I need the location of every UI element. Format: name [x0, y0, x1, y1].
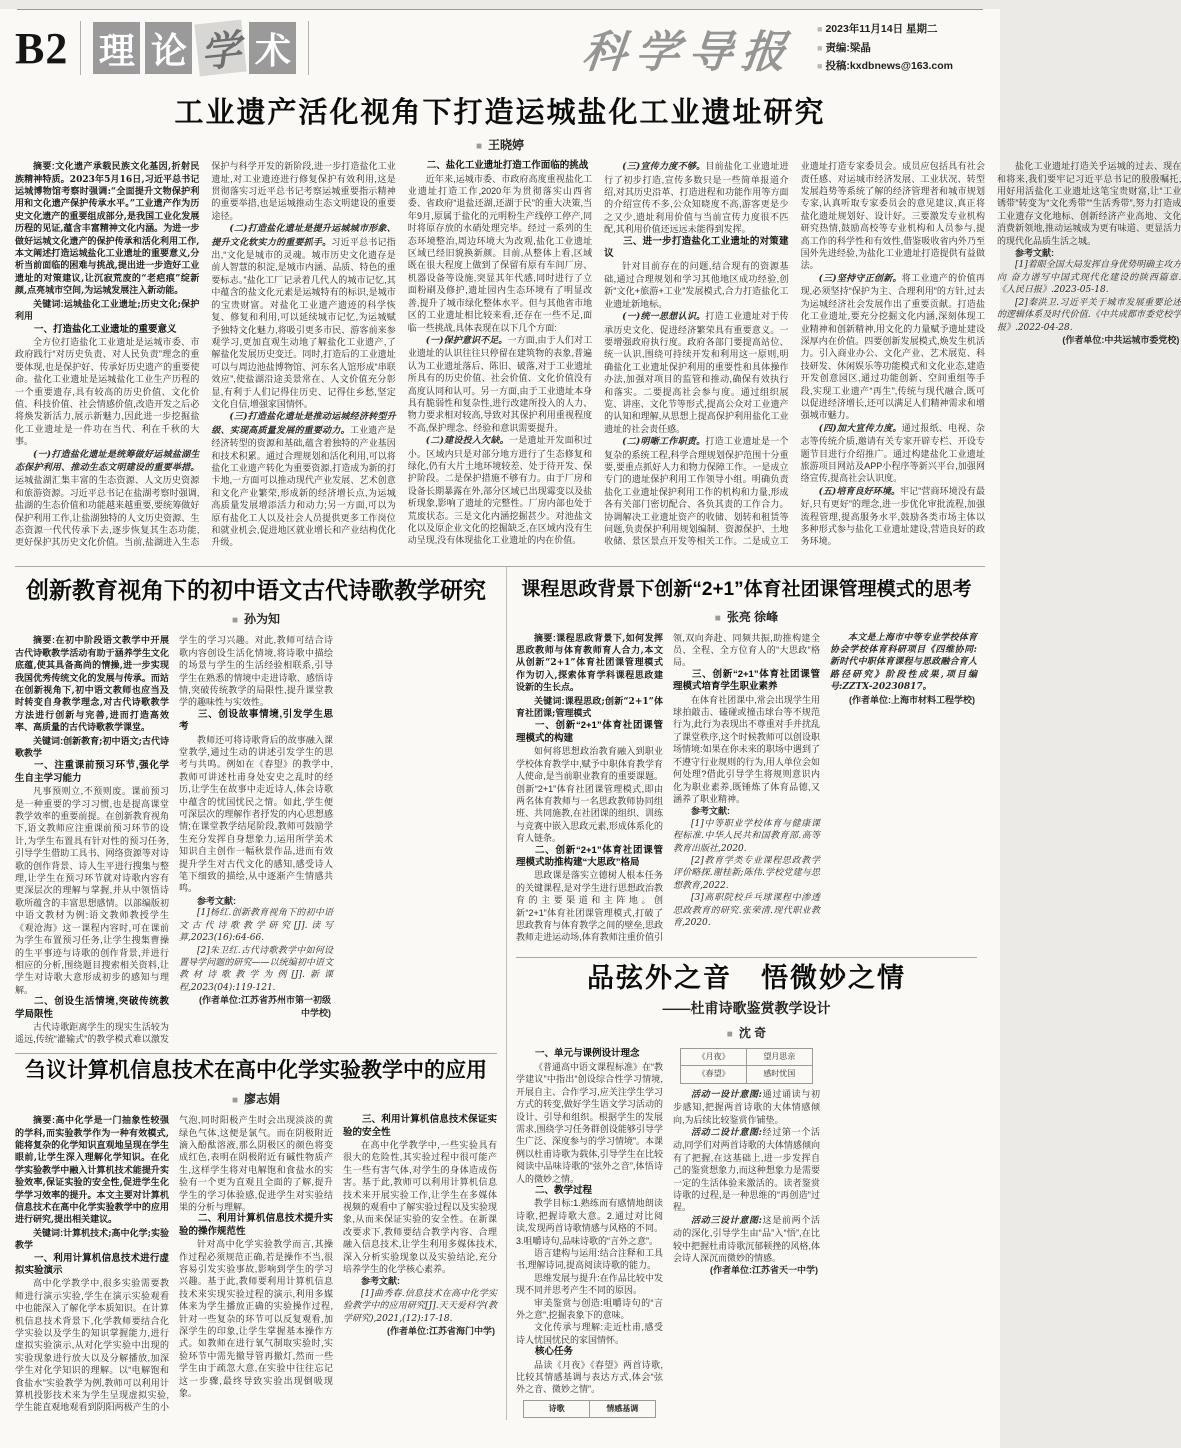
article-dufu-appreciation: [516, 957, 977, 1421]
lower-band: [15, 566, 985, 1420]
paragraph: (二)打造盐化遗址是提升运城城市形象、提升文化软实力的重要抓手。习近平总书记指出,“文化是城市的灵魂。城市历史文化遗存是前人智慧的积淀,是城市内涵、品质、特色的重要标志。”盐化工厂记录着几代人的城市记忆,其中蕴含的盐文化元素是运城特有的标识,是城市的宝贵财富。对盐化工业遗产遗迹的科学恢复、修复和利用,可以延续城市记忆,为运城赋予独特文化魅力,将吸引更多市民、游客前来参观学习,更加直观生动地了解盐化工业遗产,了解盐化发展历史变迁。同时,打造后的工业遗址可以与周边池盐博物馆、河东名人馆形成“串联效应”,使盐湖沿途美景常在、人文价值充分彰显,有利于人们记得住历史、记得住乡愁,坚定文化自信,增强家国情怀。: [211, 224, 396, 409]
square-bullet-icon: ■: [817, 24, 823, 35]
paragraph: (作者单位:江苏省海门中学): [387, 1326, 495, 1337]
date-line: [817, 20, 985, 38]
table-cell: 望月思亲: [746, 1048, 812, 1065]
article-5-byline: [516, 1024, 977, 1041]
submission-email: 投稿:kxdbnews@163.com: [825, 60, 953, 73]
date-text: 2023年11月14日 星期二: [825, 23, 938, 36]
paragraph: [1]中等职业学校体育与健康课程标准.中华人民共和国教育部.高等教育出版社,2020.: [673, 818, 820, 854]
section-tile: 理: [93, 22, 140, 74]
section-heading: 核心任务: [535, 1346, 574, 1358]
section-heading: 二、创设生活情境,突破传统教学局限性: [15, 996, 169, 1020]
section-heading: 一、打造盐化工业遗址的重要意义: [34, 323, 177, 335]
paragraph: (作者单位:江苏省苏州市第一初级中学校): [199, 995, 331, 1018]
paragraph: 高中化学教学中,很多实验需要教师进行演示实验,学生在演示实验观看中也能深入了解化学本质知识。在计算机信息技术背景下,化学教师要结合化学实验以及学生的知识掌握能力,进行虚拟实验演示,从对化学实验中出现的实验现象进行放大以及分解播放,加深学生对化学知识的理解。以“电解饱和食盐水”实验教学为例,教师可以利用计算机投影技术来为学生呈现虚拟实验,学生能直观地观看到阴阳两极产生的小气泡,同时阳极产生时会出现淡淡的黄绿色气体,这便是氯气。而在阴极附近滴入酚酞溶液,那么阴极区的颜色将变成红色,表明在阴极附近有碱性物质产生,这样学生将对电解饱和食盐水的实验有一个更为直观且全面的了解,提升学生的学习体验感,促进学生对实验结果的分析与理解。: [15, 1115, 333, 1413]
paragraph: 参考文献:: [197, 895, 236, 906]
article-4-title: 刍议计算机信息技术在高中化学实验教学中的应用: [25, 1059, 487, 1083]
paragraph: [1]曲秀春.信息技术在高中化学实验教学中的应用研究[J].天天爱科学(教学研究),2021,(12):17-18.: [343, 1288, 497, 1324]
paragraph: 凡事预则立,不预则废。课前预习是一种重要的学习习惯,也是提高课堂教学效率的重要前提。在创新教育视角下,语文教师应注重课前预习环节的设计,为学生布置具有针对性的预习任务,引导学生借助工具书、网络资源等对诗歌的创作背景、诗人生平进行搜集与整理,让学生在预习环节就对诗歌内容有更深层次的理解与掌握,并从中领悟诗歌所蕴含的丰富思想感情。以部编版初中语文教材为例:语文教师教授学生《观沧海》这一课程内容时,可在课前为学生布置预习任务,让学生搜集曹操的生平事迹与诗歌的创作背景,并进行相应的分析,围绕题目搜索相关资料,让学生对诗歌大意形成初步的感知与理解。: [15, 786, 169, 995]
paragraph: [2]秦洪卫.习近平关于城市发展重要论述的逻辑体系及时代价值.《中共成都市委党校学报》.2022-04-28.: [996, 297, 1181, 333]
section-heading: 二、创新“2+1”体育社团课管理模式助推构建“大思政”格局: [516, 844, 663, 868]
header-divider: [308, 21, 309, 75]
paragraph: (二)建设投入欠缺。一是遗址开发面积过小。区域内只是对部分地方进行了生态修复和绿化,仍有大片土地环境较差、处于待开发、保护阶段。二是保护措施不够有力。由于厂房和设备长期暴露在外,部分区域已出现霉变以及盐析现象,影响了遗址的完整性。厂房内部也处于荒废状态。三是文化内涵挖掘甚少。对池盐文化以及原企业文化的挖掘缺乏,在区域内没有生动呈现,没有体现盐化工业遗址的内在价值。: [407, 435, 593, 546]
paragraph: (五)培育良好环境。牢记“营商环境没有最好,只有更好”的理念,进一步优化审批流程,加强流程管理,提高服务水平,鼓励各类市场主体以多种形式参与盐化工业遗址建设,营造良好的政务环境。: [800, 485, 985, 547]
paragraph: 摘要:课程思政背景下,如何发挥思政教师与体育教师育人合力,本文从创新“2+1”体育社团课管理模式作为切入,探索体育学科课程思政建设新的生长点。: [516, 632, 664, 694]
paragraph: (一)保护意识不足。一方面,由于人们对工业遗址的认识往往只停留在建筑物的表象,普遍认为工业遗址落后、陈旧、破落,对于工业遗址所具有的历史价值、社会价值、文化价值没有高度认同和认可。另一方面,由于工业遗址本身具有脆弱性和复杂性,进行改建所投入的人力、物力要求相对较高,导致对其保护利用重视程度不高,保护理念、经验和意识需要提升。: [407, 334, 593, 433]
header-divider: [80, 21, 81, 75]
table-cell: 情感基调: [589, 1400, 655, 1417]
article-1-byline: [15, 136, 985, 153]
paragraph: 品读《月夜》《春望》两首诗歌,比较其情感基调与表达方式,体会“弦外之音、微妙之情”。: [516, 1359, 663, 1395]
author-name: 张亮 徐峰: [726, 609, 779, 624]
header-info: [817, 20, 985, 75]
section-heading: 二、教学过程: [535, 1184, 593, 1196]
paragraph: 教师还可将诗歌背后的故事融入课堂教学,通过生动的讲述引发学生的思考与共鸣。例如在《春望》的教学中,教师可讲述杜甫身处安史之乱时的经历,让学生在故事中走近诗人,体会诗歌中蕴含的忧国忧民之情。如此,学生便可深层次的理解作者抒发的内心思想感情;在课堂教学结尾阶段,教师可鼓励学生充分发挥自身想象力,运用所学美术知识自主创作一幅秋景作品,进而有效提升学生对古代文化的感知,感受诗人笔下细致的描绘,从中逐渐产生情感共鸣。: [179, 734, 333, 894]
paragraph: 关键词:运城盐化工业遗址;历史文化;保护利用: [15, 298, 200, 323]
section-heading: 三、创设故事情境,引发学生思考: [179, 708, 333, 733]
paragraph: (四)加大宣传力度。通过报纸、电视、杂志等传统介质,邀请有关专家开辟专栏、开设专题节目进行介绍推广。通过构建盐化工业遗址旅游项目网站及APP小程序等新兴平台,加强网络宣传,提高社会认识度。: [800, 422, 985, 484]
paragraph: (三)宣传力度不够。目前盐化工业遗址进行了初步打造,宣传多数只是一些简单报道介绍,对其历史沿革、打造进程和功能作用等方面的介绍宣传不多,公众知晓度不高,游客更是少之又少,遗址利用价值与当前宣传力度很不匹配,其利用价值还远远未能得到发挥。: [604, 161, 789, 235]
paragraph: 关键词:创新教育;初中语文;古代诗歌教学: [15, 735, 169, 759]
author-name: 廖志娟: [244, 1092, 281, 1107]
masthead-logo: 科学导报: [579, 27, 798, 78]
paragraph: 全方位打造盐化工业遗址是运城市委、市政府践行“对历史负责、对人民负责”理念的重要体现,也是保护好、传承好历史遗产的重要使命。盐化工业遗址是运城盐化工业生产历程的一个重要遗存,具有较高的历史价值、文化价值、科技价值、社会情感价值,改造开发之后必将焕发新活力,展示新魅力,因此进一步挖掘盐化工业遗址是一件功在当代、利在千秋的大事。: [15, 336, 200, 447]
paragraph: (三)坚持守正创新。将工业遗产的价值再现,必须坚持“保护为主、合理利用”的方针,过去为运城经济社会发展作出了重要贡献。打造盐化工业遗址,要充分挖掘文化内涵,深刻体现工业精神和创新精神,用文化的力量赋予遗址建设深厚内在价值。四要创新发展模式,焕发生机活力。引入商业办公、文化产业、艺术展览、科技研发、休闲娱乐等功能模式和文化业态,建造开发创意园区,通过功能创新、空间重组等手段,实现工业遗产“再生”,传统与现代融合,既可以促进经济增长,还可以满足人们精神需求和增强城市魅力。: [800, 272, 985, 421]
table-cell: 感时忧国: [746, 1066, 812, 1083]
paragraph: 摘要:高中化学是一门抽象性较强的学科,而实验教学作为一种有效模式,能将复杂的化学知识直观地呈现在学生眼前,让学生深入理解化学知识。在化学实验教学中融入计算机技术能提升实验效率,保证实验的安全性,促进学生化学学习效率的提升。本文主要对计算机信息技术在高中化学实验教学中的应用进行研究,提出相关建议。: [15, 1115, 169, 1226]
article-3-title: 课程思政背景下创新“2+1”体育社团课管理模式的思考: [521, 579, 972, 601]
paragraph: 针对高中化学实验教学而言,其操作过程必须规范正确,若是操作不当,很容易引发实验事故,影响到学生的学习兴趣。基于此,教师要利用计算机信息技术来实现实验过程的演示,利用多媒体来为学生播放正确的实验操作过程,针对一些复杂的环节可以反复观看,加深学生的印象,让学生掌握基本操作方式。如教师在进行氧气制取实验时,实验环节中需先撤导管再撤灯,然而一些学生由于疏忽大意,在实验中往往忘记这一步骤,最终导致实验出现倒吸现象。: [179, 1239, 333, 1399]
author-name: 沈 奇: [738, 1026, 767, 1041]
section-heading: 一、单元与课例设计理念: [535, 1048, 640, 1060]
article-4-byline: [15, 1090, 497, 1107]
paragraph: 《普通高中语文课程标准》在“教学建议”中指出“创设综合性学习情境,开展自主、合作学习,应关注学生学习方式的转变,做好学生语文学习活动的设计、引导和组织。根据学生的发展需求,围绕学习任务群创设能够引导学生广泛、深度参与的学习情境”。本课例以杜甫诗歌为载体,引导学生在比较阅读中品味诗歌的“弦外之音”,体悟诗人的微妙之情。: [516, 1061, 663, 1184]
byline-square-icon: ■: [231, 615, 239, 627]
paragraph: (作者单位:中共运城市委党校): [1062, 334, 1180, 345]
article-4-body: [15, 1114, 497, 1420]
paragraph: [1]着眼全国大局发挥自身优势明确主攻方向 奋力谱写中国式现代化建设的陕西篇章.《人民日报》.2023-05-18.: [996, 260, 1181, 296]
section-heading: 三、创新“2+1”体育社团课管理模式培育学生职业素养: [673, 668, 820, 693]
section-tile: 术: [249, 22, 296, 74]
paragraph: 思维发展与提升:在作品比较中发现不同并思考产生不同的原因。: [516, 1272, 663, 1296]
byline-square-icon: ■: [231, 1095, 239, 1107]
section-heading: 一、注重课前预习环节,强化学生自主学习能力: [15, 760, 169, 784]
article-chemistry-it: [15, 1053, 497, 1420]
paragraph: 活动二设计意图:经过第一个活动,同学们对两首诗歌的大体情感倾向有了把握,在这基础上,进一步发挥自己的鉴赏想象力,而这种想象力是需要一定的生活体验来激活的。读者鉴赏诗歌的过程,是一种思维的“再创造”过程。: [673, 1127, 820, 1213]
paragraph: 活动三设计意图:这是前两个活动的深化,引导学生由“品”入“悟”,在比较中把握杜甫诗歌沉郁顿挫的风格,体会诗人深沉而微妙的情感。: [673, 1214, 820, 1264]
article-3-byline: [516, 608, 977, 625]
author-name: 王晓婷: [488, 138, 525, 153]
byline-square-icon: ■: [726, 1029, 733, 1041]
paragraph: 参考文献:: [691, 806, 730, 817]
paragraph: (一)打造盐化遗址是统筹做好运城盐湖生态保护利用、推动生态文明建设的重要举措。运城盐湖汇集丰富的生态资源、人文历史资源和旅游资源。习近平总书记在盐湖考察时强调,盐湖的生态价值和功能越来越重要,要统筹做好保护利用工作,让盐湖独特的人文历史资源、生态资源一代代传承下去,逐步恢复其生态功能,更好保护其历史文化价值。当前,盐湖进入生态保护与科学开发的新阶段,进一步打造盐化工业遗址,对工业遗迹进行修复保护有效利用,这是贯彻落实习近平总书记考察运城重要指示精神的重要举措,也是运城推动生态文明建设的重要途径。: [15, 161, 396, 548]
article-sports-ideology: [516, 579, 977, 949]
paragraph: [2]朱卫红.古代诗歌教学中如何设置导学问题的研究——以统编初中语文教材诗歌教学为例[J].新课程,2023(04):119-121.: [179, 945, 333, 993]
square-bullet-icon: ■: [817, 42, 823, 53]
paragraph: 在高中化学教学中,一些实验具有很大的危险性,其实验过程中很可能产生一些有害气体,对学生的身体造成伤害。基于此,教师可以利用计算机信息技术来开展实验工作,让学生在多媒体视频的观看中了解实验过程以及实验现象,从而来保证实验的安全性。在新课改要求下,教师要结合教学内容、合理融入信息技术,让学生利用多媒体技术,深入分析实验现象以及实验结论,充分培养学生的化学核心素养。: [343, 1139, 497, 1274]
author-name: 孙为知: [244, 612, 281, 627]
paragraph: 关键词:计算机技术;高中化学;实验教学: [15, 1227, 169, 1252]
section-heading: 一、创新“2+1”体育社团课管理模式的构建: [516, 720, 663, 744]
paragraph: 盐化工业遗址打造关乎运城的过去、现在和将来,我们要牢记习近平总书记的殷殷嘱托,用好用活盐化工业遗址这笔宝贵财富,让“工业锈带”转变为“文化秀带”“生活秀带”,努力打造成工业遗存文化地标、创新经济产业高地、文化消费新领地,推动运城成为更有味道、更显活力的现代化品质生活之城。: [996, 161, 1181, 246]
article-5-subtitle: ——杜甫诗歌鉴赏教学设计: [662, 1000, 831, 1017]
left-column-stack: [15, 567, 506, 1420]
section-heading: 二、盐化工业遗址打造工作面临的挑战: [426, 160, 589, 172]
paragraph: 教学目标:1.熟练而有感情地朗读诗歌,把握诗歌大意。2.通过对比阅读,发现两首诗歌情感与风格的不同。3.咀嚼诗句,品味诗歌的“言外之意”。: [516, 1198, 663, 1246]
article-poetry-teaching: [15, 577, 497, 1046]
paragraph: 如何将思想政治教育融入到职业学校体育教学中,赋予中职体育教学育人使命,是当前职业教育的重要课题。创新“2+1”体育社团课管理模式,即由两名体育教师与一名思政教师协同组班、共同施教,在社团课的组织、训练与竞赛中嵌入思政元素,形成体系化的育人链条。: [516, 746, 663, 844]
section-tile: 论: [145, 22, 192, 74]
paragraph: [2]教育学类专业课程思政教学评价略探.谢桂新;陈伟.学校党建与思想教育,2022.: [673, 855, 820, 891]
article-1-body: [15, 160, 1181, 558]
paragraph: 活动一设计意图:通过诵读与初步感知,把握两首诗歌的大体情感倾向,为后续比较鉴赏作铺垫。: [673, 1088, 820, 1125]
paragraph: [1]杨红.创新教育视角下的初中语文古代诗歌教学研究[J].读写算,2023(16):64-66.: [179, 908, 333, 944]
article-5-title: 品弦外之音 悟微妙之情: [587, 962, 906, 993]
paragraph: (作者单位:上海市材料工程学校): [849, 694, 975, 705]
section-heading: 三、利用计算机信息技术保证实验的安全性: [343, 1114, 497, 1138]
article-3-body: [516, 632, 977, 950]
paragraph: 古代诗歌距离学生的现实生活较为遥远,传统“灌输式”的教学模式难以激发学生的学习兴趣。对此,教师可结合诗歌内容创设生活化情境,将诗歌中描绘的场景与学生的生活经验相联系,引导学生在熟悉的情境中走进诗歌、感悟诗情,突破传统教学的局限性,提升课堂教学的趣味性与实效性。: [15, 635, 333, 1045]
section-heading: 三、进一步打造盐化工业遗址的对策建议: [604, 235, 789, 260]
newspaper-page: [0, 9, 1181, 1448]
paragraph: 语言建构与运用:结合注释和工具书,理解诗词,提高阅读诗歌的能力。: [516, 1247, 663, 1271]
section-heading: 一、利用计算机信息技术进行虚拟实验演示: [15, 1252, 169, 1276]
article-5-body: [516, 1048, 977, 1420]
section-tile-calligraphy: 学: [195, 20, 247, 77]
paragraph: [3]高职院校乒乓球课程中渗透思政教育的研究.张荣清.现代职业教育,2020.: [673, 893, 820, 928]
paragraph: 思政课是落实立德树人根本任务的关键课程,是对学生进行思想政治教育的主要渠道和主阵地。创新“2+1”体育社团课管理模式,打破了思政教育与体育教学之间的壁垒,思政教师走进运动场,体育教师注重价值引领,双向奔赴、同频共振,助推构建全员、全程、全方位育人的“大思政”格局。: [516, 632, 820, 943]
table-cell: 《春望》: [681, 1066, 747, 1083]
paragraph: 文化传承与理解:走近杜甫,感受诗人忧国忧民的家国情怀。: [516, 1322, 663, 1345]
byline-square-icon: ■: [475, 141, 483, 153]
article-1-title: 工业遗产活化视角下打造运城盐化工业遗址研究: [174, 97, 826, 129]
square-bullet-icon: ■: [817, 61, 823, 72]
paragraph: 参考文献:: [1014, 248, 1054, 259]
table-cell: 诗歌: [524, 1400, 590, 1417]
paragraph: 在体育社团课中,常会出现学生用球拍敲击、磕碰或撞击球台等不规范行为,此行为表现出不尊重对手并扰乱了课堂秩序,这个时候教师可以创设职场情境:如果在你未来的职场中遇到了不遵守行业规则的行为,用人单位会如何处理?借此引导学生将规则意识内化为职业素养,既锤炼了体育品德,又涵养了职业精神。: [673, 694, 820, 804]
article-industrial-heritage: [15, 96, 1181, 558]
article-2-title: 创新教育视角下的初中语文古代诗歌教学研究: [26, 577, 486, 604]
paragraph: 参考文献:: [361, 1276, 400, 1287]
paragraph: (一)统一思想认识。打造工业遗址对于传承历史文化、促进经济繁荣具有重要意义。一要增强政府执行度。政府各部门要提高站位、统一认识,围绕可持续开发和利用这一原则,明确盐化工业遗址保护利用的重要性和具体操作办法,加强对项目的监管和推动,确保有效执行和落实。二要提高社会参与度。通过组织展览、讲座、文化节等形式,提高公众对工业遗产的认知和理解,从思想上提高保护利用盐化工业遗址的社会责任感。: [604, 311, 789, 434]
paragraph: 摘要:文化遗产承载民族文化基因,折射民族精神特质。2023年5月16日,习近平总书记运城博物馆考察时强调:“全面提升文物保护利用和文化遗产保护传承水平。”工业遗产作为历史文化遗产的重要组成部分,是我国工业化发展历程的见证,蕴含丰富精神文化内涵。为进一步做好运城文化遗产的保护传承和活化利用工作,本文阐述打造运城盐化工业遗址的重要意义,分析当前面临的困难与挑战,提出进一步造好工业遗址的对策建议,让沉寂荒废的“老疤痕”绽新颜,点亮城市空间,为运城发展注入新动能。: [15, 161, 200, 297]
paragraph: (二)明晰工作职责。打造工业遗址是一个复杂的系统工程,科学合理规划保护范围十分重要,要重点抓好人力和物力保障工作。一是成立专门的遗址保护利用工作领导小组。明确负责盐化工业遗址保护利用工作的机构和力量,形成各有关部门密切配合、各负其责的工作合力。协调解决工业遗址资产的收储、划转和租赁等问题,负责保护利用规划编制、资源保护、土地收储、景区景点开发等相关工作。二是成立工业遗址打造专家委员会。成员应包括具有社会责任感、对运城市经济发展、工业状况、转型发展趋势等系统了解的经济管理者和城市规划专家,认真听取专家委员会的意见建议,真正将盐化遗址规划好、设计好。三要激发专业机构研究热情,鼓励高校等专业机构和人员参与,提高工作的科学性和有效性,借鉴吸收省内外乃至国外先进经验,为盐化工业遗址打造提供有益做法。: [604, 161, 985, 547]
paragraph: 审美鉴赏与创造:咀嚼诗句的“言外之意”,挖掘表象下的意味。: [516, 1297, 663, 1321]
paragraph: (作者单位:江苏省天一中学): [710, 1265, 818, 1276]
editor-text: 责编:梁晶: [825, 41, 871, 54]
byline-square-icon: ■: [714, 612, 721, 624]
paragraph: (三)打造盐化遗址是推动运城经济转型升级、实现高质量发展的重要动力。工业遗产是经济转型的资源和基础,蕴含着独特的产业基因和技术积累。通过合理规划和活化利用,可以将盐化工业遗产转化为重要资源,打造成为新的打卡地,一方面可以推动现代产业发展、艺术创意和文化产业繁荣,形成新的经济增长点,为运城高质量发展增添活力和动力;另一方面,可以为原有盐化工人以及社会人员提供更多工作岗位和就业机会,促进地区就业增长和产业结构优化升级。: [211, 412, 396, 548]
page-header: [15, 10, 985, 86]
section-heading: 二、利用计算机信息技术提升实验的操作规范性: [179, 1213, 333, 1237]
page-number: B2: [15, 23, 69, 73]
article-2-body: [15, 634, 497, 1046]
paragraph: 摘要:在初中阶段语文教学中开展古代诗歌教学活动有助于涵养学生文化底蕴,使其具备高尚的情操,进一步实现我国优秀传统文化的发展与传承。而站在创新视角下,初中语文教师也应当及时转变自身教学理念,对古代诗歌教学方法进行创新与完善,进而打造高效率、高质量的古代诗歌教学课堂。: [15, 635, 169, 734]
section-title-tiles: [93, 22, 296, 77]
article-2-byline: [15, 610, 497, 627]
paragraph: 近年来,运城市委、市政府高度重视盐化工业遗址打造工作,2020年为贯彻落实山西省委、省政府“退盐还湖,还湖于民”的重大决策,当年9月,原属于盐化的元明粉生产线停工停产,同时将原存放的水硝处理完毕。经过一系列的生态环境整治,周边环境大为改观,盐化工业遗址区域已经旧貌换新颜。目前,从整体上看,区域既在很大程度上做到了保留有原有车间厂房、机器设备等设施,突显其年代感,同时进行了立面粉刷及修护,遗址园内生态环境有了明显改善,提升了城市绿化整体水平。但与其他省市地区的工业遗址相比较来看,还存在一些不足,面临一些挑战,具体表现在以下几个方面:: [407, 173, 593, 333]
paragraph: 关键词:课程思政;创新“2+1”体育社团课;管理模式: [516, 695, 663, 720]
paragraph: 针对目前存在的问题,结合现有的资源基础,通过合理规划和学习其他地区成功经验,创新“文化+旅游+工业”发展模式,合力打造盐化工业遗址新地标。: [604, 261, 789, 309]
paragraph: 本文是上海市中等专业学校体育协会学校体育科研项目《四维协同:新时代中职体育课程与思政融合育人路径研究》阶段性成果,项目编号:ZZTX-20230817。: [830, 632, 977, 693]
editor-line: [817, 39, 985, 57]
table-cell: 《月夜》: [681, 1048, 747, 1065]
right-column-stack: [506, 567, 977, 1420]
submission-line: [817, 57, 985, 75]
